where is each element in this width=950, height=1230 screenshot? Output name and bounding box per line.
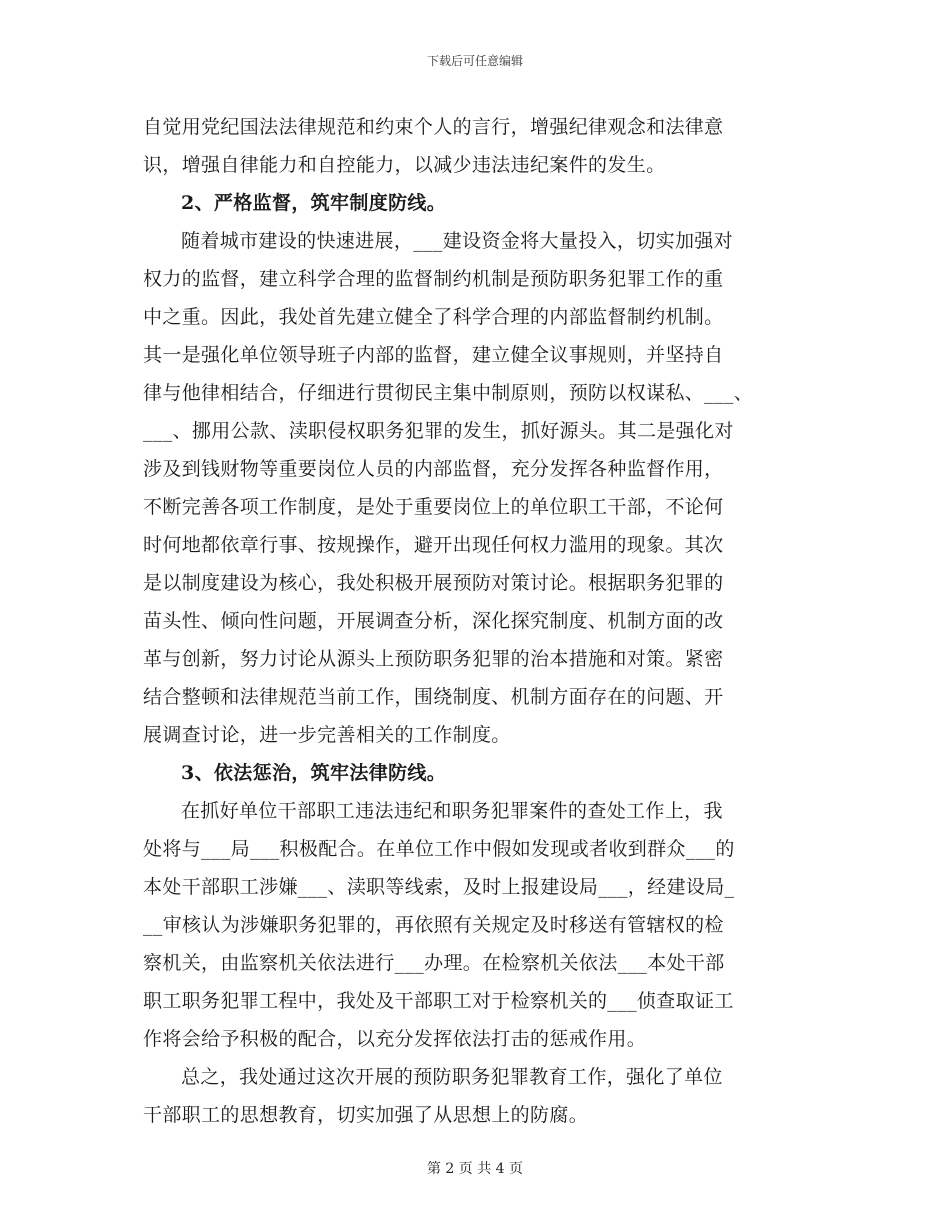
text-line: 识，增强自律能力和自控能力，以减少违法违纪案件的发生。 (143, 154, 666, 176)
text-line: 中之重。因此，我处首先建立健全了科学合理的内部监督制约机制。 (143, 306, 724, 328)
text-line: 涉及到钱财物等重要岗位人员的内部监督，充分发挥各种监督作用， (143, 458, 724, 480)
text-line: 职工职务犯罪工程中，我处及干部职工对于检察机关的___侦查取证工 (143, 990, 734, 1012)
text-line: 干部职工的思想教育，切实加强了从思想上的防腐。 (143, 1104, 589, 1126)
section-heading: 2、严格监督，筑牢制度防线。 (181, 192, 447, 214)
text-line: 展调查讨论，进一步完善相关的工作制度。 (143, 724, 511, 746)
text-line: 苗头性、倾向性问题，开展调查分析，深化探究制度、机制方面的改 (143, 610, 724, 632)
text-line: 处将与___局___积极配合。在单位工作中假如发现或者收到群众___的 (143, 838, 735, 860)
section-heading: 3、依法惩治，筑牢法律防线。 (181, 762, 447, 784)
text-line: 其一是强化单位领导班子内部的监督，建立健全议事规则，并坚持自 (143, 344, 724, 366)
text-line: ___、挪用公款、渎职侵权职务犯罪的发生，抓好源头。其二是强化对 (143, 420, 734, 442)
text-line: 律与他律相结合，仔细进行贯彻民主集中制原则，预防以权谋私、___、 (143, 382, 754, 404)
document-body (143, 108, 809, 1134)
text-line: 自觉用党纪国法法律规范和约束个人的言行，增强纪律观念和法律意 (143, 116, 724, 138)
text-line: 总之，我处通过这次开展的预防职务犯罪教育工作，强化了单位 (181, 1066, 723, 1088)
text-line: 在抓好单位干部职工违法违纪和职务犯罪案件的查处工作上，我 (181, 800, 723, 822)
text-line: 本处干部职工涉嫌___、渎职等线索，及时上报建设局___，经建设局_ (143, 876, 735, 898)
page-header: 下载后可任意编辑 (426, 54, 523, 68)
text-line: 察机关，由监察机关依法进行___办理。在检察机关依法___本处干部 (143, 952, 725, 974)
text-line: 时何地都依章行事、按规操作，避开出现任何权力滥用的现象。其次 (143, 534, 724, 556)
text-line: 结合整顿和法律规范当前工作，围绕制度、机制方面存在的问题、开 (143, 686, 724, 708)
text-line: __审核认为涉嫌职务犯罪的，再依照有关规定及时移送有管辖权的检 (143, 914, 724, 936)
text-line: 随着城市建设的快速进展，___建设资金将大量投入，切实加强对 (181, 230, 734, 252)
text-line: 作将会给予积极的配合，以充分发挥依法打击的惩戒作用。 (143, 1028, 647, 1050)
text-line: 不断完善各项工作制度，是处于重要岗位上的单位职工干部，不论何 (143, 496, 724, 518)
text-line: 革与创新，努力讨论从源头上预防职务犯罪的治本措施和对策。紧密 (143, 648, 724, 670)
text-line: 权力的监督，建立科学合理的监督制约机制是预防职务犯罪工作的重 (143, 268, 724, 290)
text-line: 是以制度建设为核心，我处积极开展预防对策讨论。根据职务犯罪的 (143, 572, 724, 594)
page-footer: 第 2 页 共 4 页 (426, 1161, 524, 1177)
